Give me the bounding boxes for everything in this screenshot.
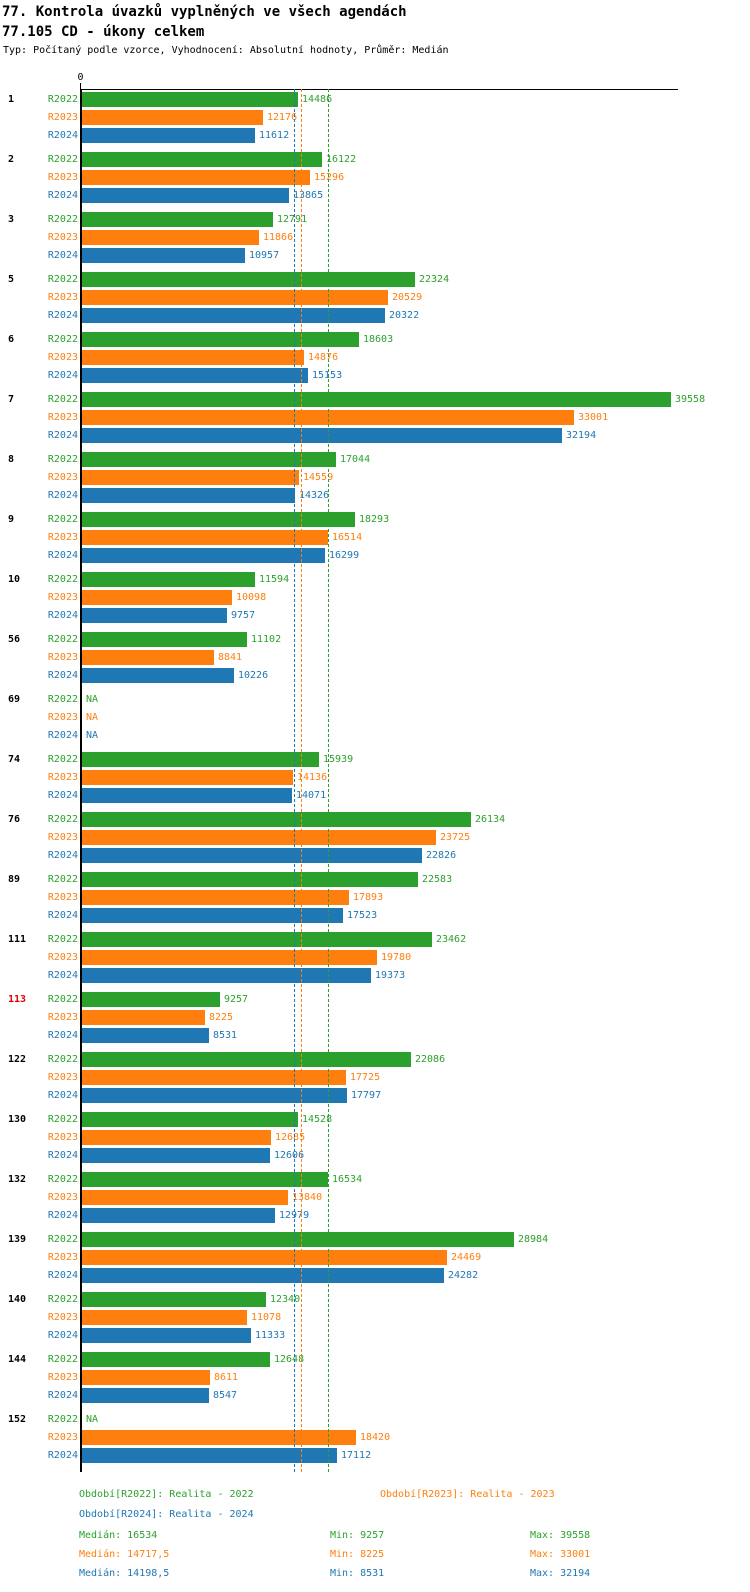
series-label-R2022: R2022 <box>47 694 78 705</box>
series-label-R2024: R2024 <box>47 670 78 681</box>
bar-R2022 <box>82 1352 270 1367</box>
group-label: 3 <box>8 214 15 225</box>
series-label-R2023: R2023 <box>47 1372 78 1383</box>
group-label: 10 <box>8 574 21 585</box>
bar-R2024 <box>82 1208 275 1223</box>
bar-value-R2024: 14071 <box>296 790 327 801</box>
bar-value-R2022: 39558 <box>675 394 706 405</box>
series-label-R2024: R2024 <box>47 130 78 141</box>
bar-R2022 <box>82 812 471 827</box>
group-label: 122 <box>8 1054 27 1065</box>
bar-R2022 <box>82 632 247 647</box>
legend-period-r2022: Období[R2022]: Realita - 2022 <box>79 1489 254 1500</box>
series-label-R2022: R2022 <box>47 1114 78 1125</box>
series-label-R2024: R2024 <box>47 910 78 921</box>
series-label-R2022: R2022 <box>47 334 78 345</box>
bar-R2024 <box>82 1268 444 1283</box>
series-label-R2022: R2022 <box>47 1354 78 1365</box>
group-label: 152 <box>8 1414 27 1425</box>
series-label-R2022: R2022 <box>47 994 78 1005</box>
group-label: 144 <box>8 1354 27 1365</box>
bar-R2024 <box>82 1328 251 1343</box>
bar-value-R2024: 11612 <box>259 130 290 141</box>
group-label: 69 <box>8 694 21 705</box>
bar-value-R2023: 33001 <box>578 412 609 423</box>
bar-value-R2024: 17797 <box>351 1090 382 1101</box>
bar-value-R2023: 24469 <box>451 1252 482 1263</box>
bar-R2023 <box>82 1070 346 1085</box>
series-label-R2022: R2022 <box>47 634 78 645</box>
bar-value-R2023: 13840 <box>292 1192 323 1203</box>
bar-value-R2023: 19780 <box>381 952 412 963</box>
bar-R2023 <box>82 1310 247 1325</box>
series-label-R2024: R2024 <box>47 190 78 201</box>
bar-value-R2024: 17523 <box>347 910 378 921</box>
bar-value-R2023: 12685 <box>275 1132 306 1143</box>
bar-R2023 <box>82 530 328 545</box>
bar-value-R2022: 16534 <box>332 1174 363 1185</box>
bar-value-R2024: 13865 <box>293 190 324 201</box>
bar-R2022 <box>82 1172 328 1187</box>
bar-value-R2023: 15296 <box>314 172 345 183</box>
bar-R2022 <box>82 872 418 887</box>
series-label-R2024: R2024 <box>47 610 78 621</box>
series-label-R2022: R2022 <box>47 454 78 465</box>
bar-value-R2022: 11102 <box>251 634 282 645</box>
group-label: 8 <box>8 454 15 465</box>
bar-R2023 <box>82 890 349 905</box>
group-label: 111 <box>8 934 27 945</box>
series-label-R2023: R2023 <box>47 112 78 123</box>
group-label: 76 <box>8 814 21 825</box>
series-label-R2022: R2022 <box>47 754 78 765</box>
series-label-R2024: R2024 <box>47 1330 78 1341</box>
series-label-R2022: R2022 <box>47 1054 78 1065</box>
report-title: 77. Kontrola úvazků vyplněných ve všech agendách <box>2 4 407 20</box>
bar-R2024 <box>82 1088 347 1103</box>
bar-value-R2023: 14876 <box>308 352 339 363</box>
legend-period-r2024: Období[R2024]: Realita - 2024 <box>79 1509 254 1520</box>
bar-value-R2024: 11333 <box>255 1330 286 1341</box>
bar-R2023 <box>82 1130 271 1145</box>
series-label-R2024: R2024 <box>47 1150 78 1161</box>
bar-value-R2024: 8547 <box>213 1390 238 1401</box>
group-label: 1 <box>8 94 15 105</box>
bar-R2024 <box>82 128 255 143</box>
bar-value-R2022: 11594 <box>259 574 290 585</box>
bar-value-R2022: 14486 <box>302 94 333 105</box>
bar-R2022 <box>82 752 319 767</box>
bar-R2023 <box>82 470 299 485</box>
bar-R2022 <box>82 1112 298 1127</box>
group-label: 56 <box>8 634 21 645</box>
series-label-R2022: R2022 <box>47 94 78 105</box>
bar-value-R2023: 14136 <box>297 772 328 783</box>
series-label-R2024: R2024 <box>47 1270 78 1281</box>
series-label-R2022: R2022 <box>47 154 78 165</box>
bar-value-R2023: 14559 <box>303 472 334 483</box>
bar-value-R2022: 18293 <box>359 514 390 525</box>
bar-R2023 <box>82 650 214 665</box>
bar-value-R2024: 9757 <box>231 610 256 621</box>
bar-R2024 <box>82 488 295 503</box>
series-label-R2022: R2022 <box>47 1294 78 1305</box>
median-line-R2022 <box>328 89 329 1472</box>
bar-R2022 <box>82 272 415 287</box>
series-label-R2023: R2023 <box>47 472 78 483</box>
series-label-R2024: R2024 <box>47 1390 78 1401</box>
series-label-R2022: R2022 <box>47 814 78 825</box>
bar-R2023 <box>82 110 263 125</box>
legend-period-r2023: Období[R2023]: Realita - 2023 <box>380 1489 555 1500</box>
bar-R2023 <box>82 950 377 965</box>
bar-R2024 <box>82 248 245 263</box>
series-label-R2024: R2024 <box>47 1030 78 1041</box>
series-label-R2022: R2022 <box>47 514 78 525</box>
report-meta-line: Typ: Počítaný podle vzorce, Vyhodnocení: Absolutní hodnoty, Průměr: Medián <box>3 45 449 56</box>
group-label: 113 <box>8 994 27 1005</box>
series-label-R2023: R2023 <box>47 1312 78 1323</box>
series-label-R2023: R2023 <box>47 772 78 783</box>
series-label-R2023: R2023 <box>47 712 78 723</box>
bar-value-R2022: 12791 <box>277 214 308 225</box>
bar-R2023 <box>82 830 436 845</box>
bar-R2022 <box>82 1232 514 1247</box>
bar-value-R2022: NA <box>86 694 99 705</box>
series-label-R2024: R2024 <box>47 1210 78 1221</box>
bar-value-R2023: 23725 <box>440 832 471 843</box>
series-label-R2023: R2023 <box>47 652 78 663</box>
median-line-R2023 <box>301 89 302 1472</box>
bar-value-R2023: 18420 <box>360 1432 391 1443</box>
bar-R2022 <box>82 932 432 947</box>
series-label-R2022: R2022 <box>47 214 78 225</box>
bar-R2023 <box>82 230 259 245</box>
bar-value-R2022: 9257 <box>224 994 249 1005</box>
bar-value-R2024: 22826 <box>426 850 457 861</box>
bar-R2022 <box>82 992 220 1007</box>
series-label-R2022: R2022 <box>47 574 78 585</box>
bar-R2024 <box>82 368 308 383</box>
bar-R2023 <box>82 590 232 605</box>
bar-R2024 <box>82 1448 337 1463</box>
bar-R2023 <box>82 1370 210 1385</box>
bar-R2024 <box>82 608 227 623</box>
axis-zero-label: 0 <box>77 72 84 83</box>
bar-value-R2023: 8841 <box>218 652 243 663</box>
bar-R2024 <box>82 1028 209 1043</box>
bar-R2023 <box>82 1010 205 1025</box>
bar-value-R2022: 12648 <box>274 1354 305 1365</box>
series-label-R2023: R2023 <box>47 952 78 963</box>
bar-R2022 <box>82 92 298 107</box>
series-label-R2024: R2024 <box>47 850 78 861</box>
series-label-R2023: R2023 <box>47 592 78 603</box>
group-label: 5 <box>8 274 15 285</box>
group-label: 7 <box>8 394 15 405</box>
bar-value-R2022: 14528 <box>302 1114 333 1125</box>
bar-R2024 <box>82 1148 270 1163</box>
bar-R2022 <box>82 512 355 527</box>
stat-max-r2023: Max: 33001 <box>530 1549 591 1560</box>
series-label-R2023: R2023 <box>47 832 78 843</box>
bar-value-R2022: 22324 <box>419 274 450 285</box>
bar-value-R2023: 10098 <box>236 592 267 603</box>
bar-R2024 <box>82 188 289 203</box>
bar-R2023 <box>82 770 293 785</box>
bar-value-R2024: 15153 <box>312 370 343 381</box>
group-label: 9 <box>8 514 15 525</box>
median-line-R2024 <box>294 89 295 1472</box>
bar-R2022 <box>82 452 336 467</box>
series-label-R2023: R2023 <box>47 532 78 543</box>
bar-value-R2022: 17044 <box>340 454 371 465</box>
series-label-R2023: R2023 <box>47 352 78 363</box>
bar-value-R2022: 15939 <box>323 754 354 765</box>
series-label-R2023: R2023 <box>47 1432 78 1443</box>
bar-R2023 <box>82 1190 288 1205</box>
series-label-R2024: R2024 <box>47 1450 78 1461</box>
series-label-R2023: R2023 <box>47 1132 78 1143</box>
series-label-R2023: R2023 <box>47 1012 78 1023</box>
stat-median-r2023: Medián: 14717,5 <box>79 1549 170 1560</box>
bar-R2022 <box>82 152 322 167</box>
series-label-R2024: R2024 <box>47 430 78 441</box>
bar-value-R2022: 16122 <box>326 154 357 165</box>
bar-value-R2023: 20529 <box>392 292 423 303</box>
bar-R2023 <box>82 1250 447 1265</box>
series-label-R2023: R2023 <box>47 1072 78 1083</box>
bar-R2024 <box>82 548 325 563</box>
bar-value-R2024: 10226 <box>238 670 269 681</box>
bar-value-R2022: NA <box>86 1414 99 1425</box>
stat-max-r2022: Max: 39558 <box>530 1530 591 1541</box>
series-label-R2023: R2023 <box>47 1192 78 1203</box>
bar-R2022 <box>82 1292 266 1307</box>
bar-R2024 <box>82 788 292 803</box>
bar-value-R2024: 20322 <box>389 310 420 321</box>
group-label: 74 <box>8 754 21 765</box>
group-label: 6 <box>8 334 15 345</box>
series-label-R2024: R2024 <box>47 490 78 501</box>
bar-R2024 <box>82 668 234 683</box>
bar-value-R2023: NA <box>86 712 99 723</box>
series-label-R2024: R2024 <box>47 970 78 981</box>
group-label: 140 <box>8 1294 27 1305</box>
bar-value-R2023: 16514 <box>332 532 363 543</box>
bar-value-R2024: 17112 <box>341 1450 372 1461</box>
bar-value-R2022: 23462 <box>436 934 467 945</box>
bar-value-R2022: 26134 <box>475 814 506 825</box>
bar-value-R2022: 22086 <box>415 1054 446 1065</box>
bar-R2022 <box>82 332 359 347</box>
stat-max-r2024: Max: 32194 <box>530 1568 591 1579</box>
stat-min-r2024: Min: 8531 <box>330 1568 385 1579</box>
bar-R2023 <box>82 290 388 305</box>
bar-value-R2023: 11078 <box>251 1312 282 1323</box>
series-label-R2024: R2024 <box>47 310 78 321</box>
bar-R2023 <box>82 170 310 185</box>
series-label-R2022: R2022 <box>47 394 78 405</box>
series-label-R2022: R2022 <box>47 1174 78 1185</box>
series-label-R2024: R2024 <box>47 790 78 801</box>
bar-value-R2022: 28984 <box>518 1234 549 1245</box>
series-label-R2022: R2022 <box>47 874 78 885</box>
bar-value-R2023: 12176 <box>267 112 298 123</box>
bar-R2024 <box>82 908 343 923</box>
bar-R2023 <box>82 350 304 365</box>
bar-R2024 <box>82 1388 209 1403</box>
bar-value-R2022: 12340 <box>270 1294 301 1305</box>
bar-value-R2023: 11866 <box>263 232 294 243</box>
series-label-R2022: R2022 <box>47 1414 78 1425</box>
bar-R2024 <box>82 308 385 323</box>
bar-R2023 <box>82 1430 356 1445</box>
series-label-R2023: R2023 <box>47 412 78 423</box>
bar-value-R2024: 24282 <box>448 1270 479 1281</box>
series-label-R2023: R2023 <box>47 292 78 303</box>
stat-median-r2022: Medián: 16534 <box>79 1530 158 1541</box>
bar-R2024 <box>82 428 562 443</box>
series-label-R2023: R2023 <box>47 172 78 183</box>
series-label-R2024: R2024 <box>47 730 78 741</box>
series-label-R2022: R2022 <box>47 934 78 945</box>
bar-R2022 <box>82 1052 411 1067</box>
bar-value-R2023: 8611 <box>214 1372 239 1383</box>
bar-R2024 <box>82 848 422 863</box>
axis-top-line <box>80 89 678 90</box>
series-label-R2024: R2024 <box>47 1090 78 1101</box>
group-label: 2 <box>8 154 15 165</box>
bar-value-R2023: 8225 <box>209 1012 234 1023</box>
bar-value-R2024: 16299 <box>329 550 360 561</box>
bar-value-R2024: 12979 <box>279 1210 310 1221</box>
bar-value-R2024: 19373 <box>375 970 406 981</box>
bar-R2022 <box>82 392 671 407</box>
stat-min-r2023: Min: 8225 <box>330 1549 385 1560</box>
bar-value-R2023: 17725 <box>350 1072 381 1083</box>
group-label: 139 <box>8 1234 27 1245</box>
bar-value-R2024: 12606 <box>274 1150 305 1161</box>
stat-median-r2024: Medián: 14198,5 <box>79 1568 170 1579</box>
bar-value-R2024: 8531 <box>213 1030 238 1041</box>
bar-value-R2024: 14326 <box>299 490 330 501</box>
bar-value-R2024: 10957 <box>249 250 280 261</box>
series-label-R2022: R2022 <box>47 1234 78 1245</box>
series-label-R2022: R2022 <box>47 274 78 285</box>
bar-value-R2022: 18603 <box>363 334 394 345</box>
series-label-R2024: R2024 <box>47 550 78 561</box>
group-label: 89 <box>8 874 21 885</box>
series-label-R2024: R2024 <box>47 250 78 261</box>
bar-value-R2023: 17893 <box>353 892 384 903</box>
series-label-R2023: R2023 <box>47 1252 78 1263</box>
report-subtitle: 77.105 CD - úkony celkem <box>2 24 205 40</box>
bar-value-R2024: 32194 <box>566 430 597 441</box>
series-label-R2023: R2023 <box>47 232 78 243</box>
series-label-R2023: R2023 <box>47 892 78 903</box>
group-label: 132 <box>8 1174 27 1185</box>
bar-value-R2024: NA <box>86 730 99 741</box>
bar-R2022 <box>82 572 255 587</box>
bar-value-R2022: 22583 <box>422 874 453 885</box>
stat-min-r2022: Min: 9257 <box>330 1530 385 1541</box>
group-label: 130 <box>8 1114 27 1125</box>
series-label-R2024: R2024 <box>47 370 78 381</box>
bar-R2022 <box>82 212 273 227</box>
